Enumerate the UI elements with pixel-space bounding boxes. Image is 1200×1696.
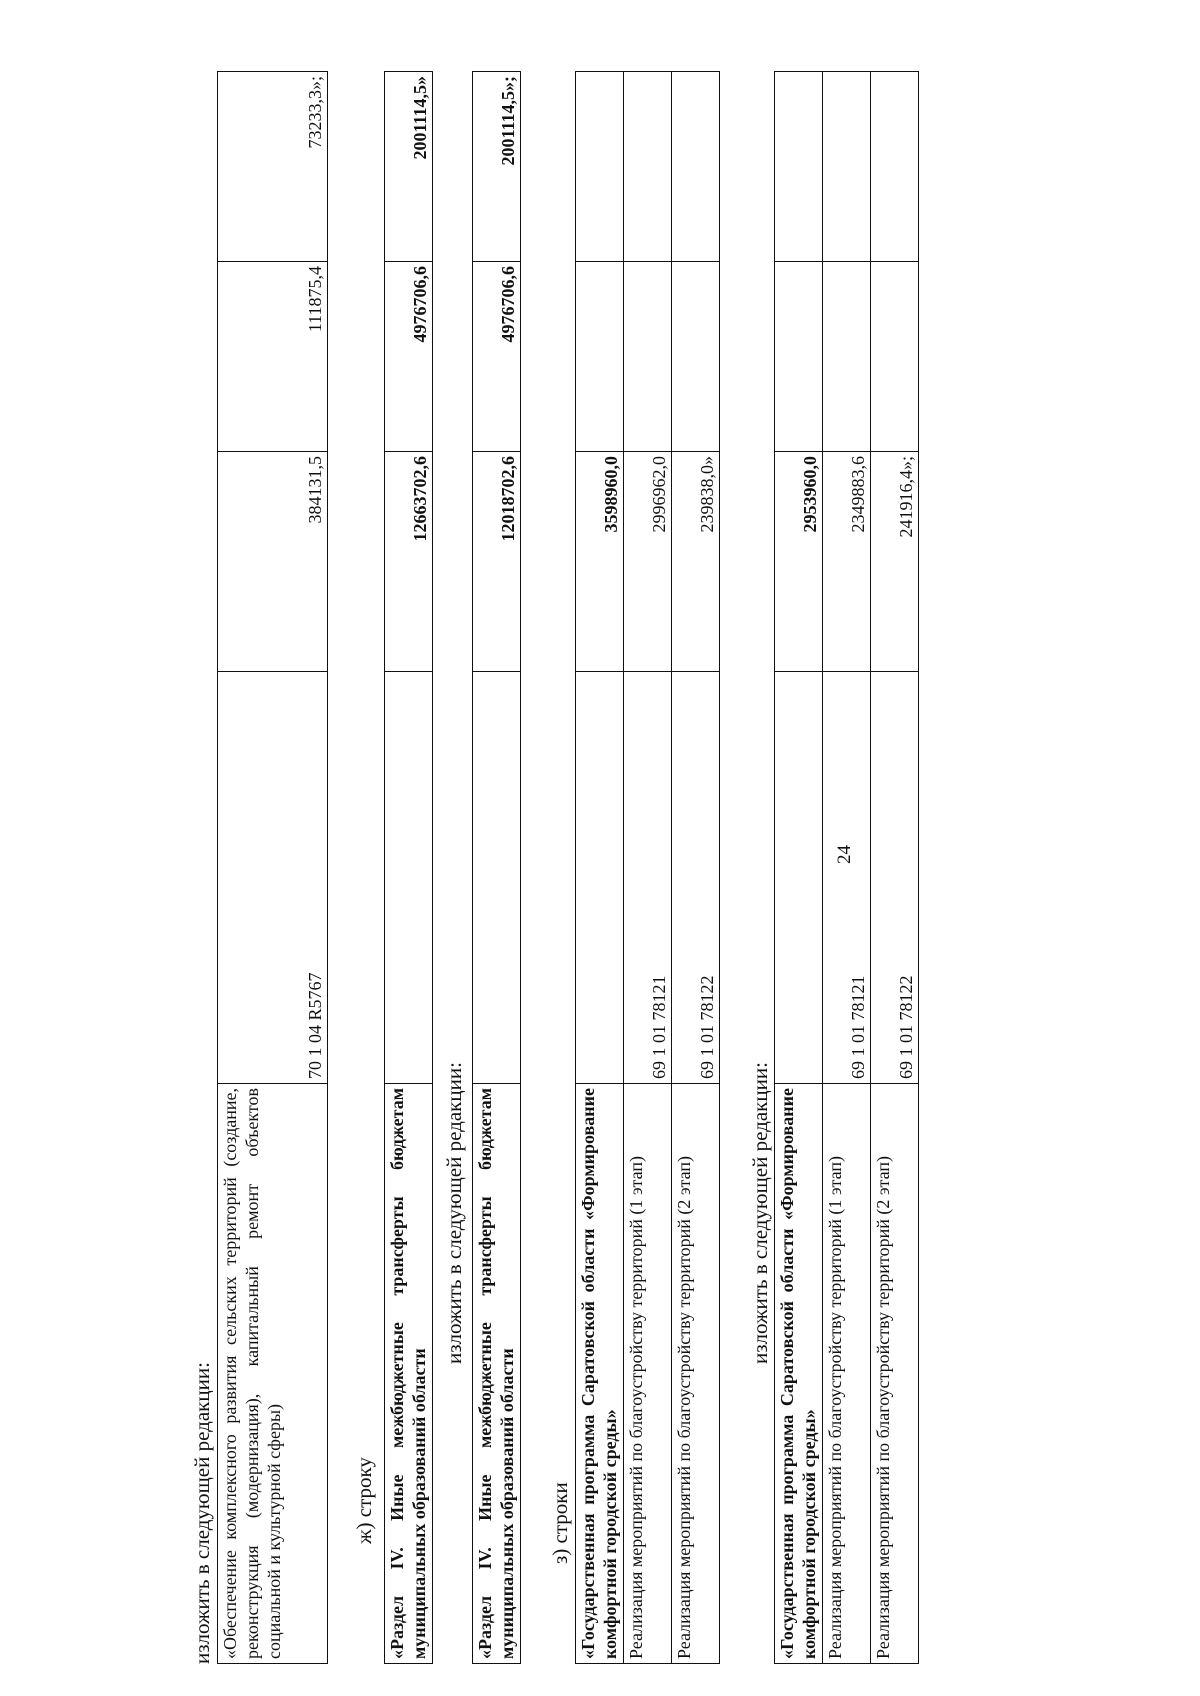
row-name: Реализация мероприятий по благоустройству территорий (2 этап) (871, 1084, 919, 1664)
row-name: Реализация мероприятий по благоустройству территорий (2 этап) (672, 1084, 720, 1664)
row-value-3 (576, 72, 624, 262)
label-zh: ж) строку (352, 1457, 376, 1544)
row-code (473, 672, 521, 1084)
page-number: 24 (834, 845, 855, 864)
intro-text-1: изложить в следующей редакции: (190, 1362, 214, 1664)
table-row (218, 72, 328, 1664)
row-value-1: 239838,0» (672, 452, 720, 672)
row-value-3 (871, 72, 919, 262)
row-value-1: 12663702,6 (385, 452, 433, 672)
row-value-2 (775, 262, 823, 452)
row-value-2 (576, 262, 624, 452)
row-code (576, 672, 624, 1084)
row-value-3 (823, 72, 871, 262)
row-value-2: 4976706,6 (473, 262, 521, 452)
row-value-2 (624, 262, 672, 452)
table-section-iv-new (472, 71, 521, 1664)
table-row (871, 72, 919, 1664)
table-rural-development (217, 71, 328, 1664)
row-value-3 (624, 72, 672, 262)
row-value-3 (672, 72, 720, 262)
row-value-3: 73233,3»; (218, 72, 328, 262)
row-code: 69 1 01 78122 (672, 672, 720, 1084)
row-value-2 (871, 262, 919, 452)
row-value-1: 2996962,0 (624, 452, 672, 672)
row-value-3 (775, 72, 823, 262)
row-value-2: 111875,4 (218, 262, 328, 452)
row-name: «Государственная программа Саратовской области «Формирование комфортной городской среды» (576, 1084, 624, 1664)
table-comfortable-city-old (575, 71, 720, 1664)
row-code: 70 1 04 R5767 (218, 672, 328, 1084)
intro-text-2: изложить в следующей редакции: (442, 1062, 466, 1364)
row-value-1: 2953960,0 (775, 452, 823, 672)
row-name: «Обеспечение комплексного развития сельских территорий (создание, реконструкция (модернизация), капитальный ремонт объектов социальной и культурной сферы) (218, 1084, 328, 1664)
table-comfortable-city-new (774, 71, 919, 1664)
row-code: 69 1 01 78121 (823, 672, 871, 1084)
row-name: «Государственная программа Саратовской области «Формирование комфортной городской среды» (775, 1084, 823, 1664)
row-code: 69 1 01 78122 (871, 672, 919, 1084)
row-name: Реализация мероприятий по благоустройству территорий (1 этап) (823, 1084, 871, 1664)
table-row (385, 72, 433, 1664)
row-value-1: 241916,4»; (871, 452, 919, 672)
row-value-1: 3598960,0 (576, 452, 624, 672)
table-row (473, 72, 521, 1664)
row-value-3: 2001114,5» (385, 72, 433, 262)
label-z: з) строки (548, 1482, 572, 1564)
row-name: «Раздел IV. Иные межбюджетные трансферты бюджетам муниципальных образований области (385, 1084, 433, 1664)
row-value-1: 384131,5 (218, 452, 328, 672)
table-row (624, 72, 672, 1664)
row-value-3: 2001114,5»; (473, 72, 521, 262)
row-name: «Раздел IV. Иные межбюджетные трансферты бюджетам муниципальных образований области (473, 1084, 521, 1664)
table-row (775, 72, 823, 1664)
row-value-1: 12018702,6 (473, 452, 521, 672)
row-code (385, 672, 433, 1084)
table-section-iv-old (384, 71, 433, 1664)
row-value-2: 4976706,6 (385, 262, 433, 452)
table-row (823, 72, 871, 1664)
row-code (775, 672, 823, 1084)
row-code: 69 1 01 78121 (624, 672, 672, 1084)
row-value-2 (823, 262, 871, 452)
row-name: Реализация мероприятий по благоустройству территорий (1 этап) (624, 1084, 672, 1664)
intro-text-3: изложить в следующей редакции: (748, 1062, 772, 1364)
table-row (672, 72, 720, 1664)
table-row (576, 72, 624, 1664)
rotated-page (182, 24, 972, 1664)
row-value-1: 2349883,6 (823, 452, 871, 672)
row-value-2 (672, 262, 720, 452)
